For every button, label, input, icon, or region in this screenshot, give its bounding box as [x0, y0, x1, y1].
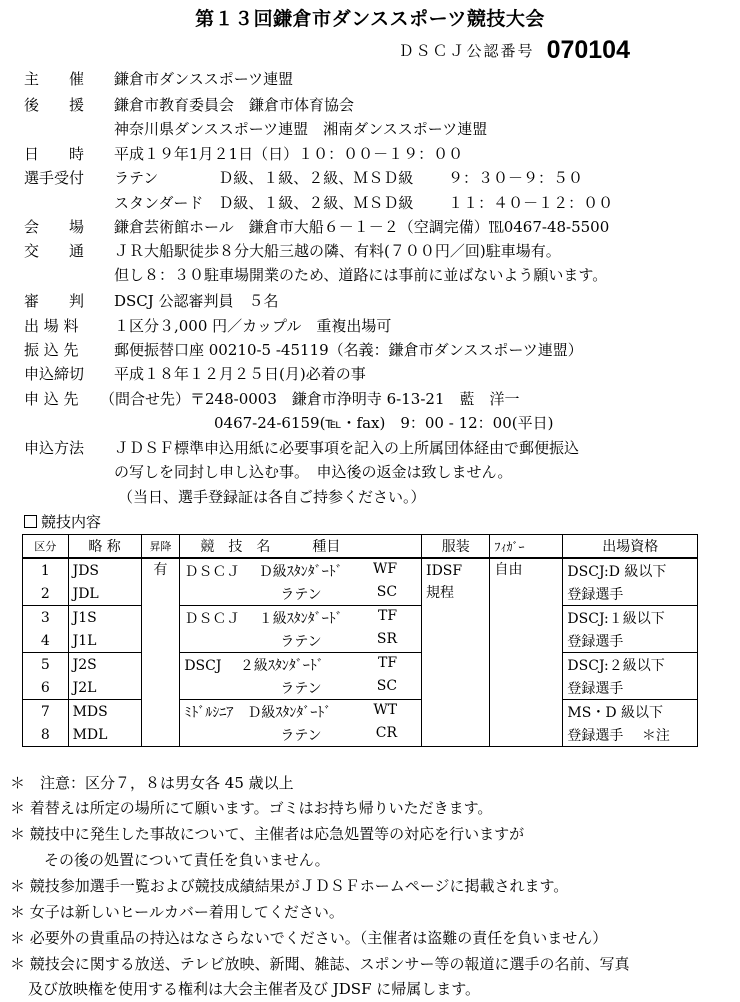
cell-shikaku: DSCJ:１級以下: [563, 606, 698, 630]
info-label: 出 場 料: [24, 317, 79, 335]
info-contact: [24, 388, 732, 409]
cell-name: [180, 676, 422, 700]
cell-name: [180, 606, 422, 630]
event-code: WT: [373, 701, 398, 718]
cell-kubun: 7: [23, 700, 69, 724]
event-name: DSCJ ２級ｽﾀﾝﾀﾞｰﾄﾞ: [184, 657, 324, 674]
cell-fuku: 規程: [422, 582, 490, 747]
info-label: 審 判: [24, 292, 85, 310]
cell-shikaku: MS・D 級以下: [563, 700, 698, 724]
cell-kubun: 5: [23, 653, 69, 677]
note-item: ＊ 女子は新しいヒールカバー着用してください。: [10, 903, 344, 921]
info-access: [24, 240, 732, 261]
event-name: ラテン: [280, 680, 322, 697]
info-datetime: [24, 143, 732, 164]
info-organizer: [24, 68, 732, 89]
info-value: スタンダード Ｄ級、１級、２級、ＭＳＤ級 １１：４０－１２：００: [114, 194, 614, 212]
table-row: [23, 653, 698, 677]
cell-kubun: 6: [23, 676, 69, 700]
cell-kubun: 2: [23, 582, 69, 606]
page-title: 第１３回鎌倉市ダンススポーツ競技大会: [195, 8, 545, 30]
event-code: TF: [377, 607, 398, 624]
cell-ryaku: JDL: [68, 582, 141, 606]
approval-number-value: 070104: [546, 36, 630, 64]
cell-shikaku: 登録選手: [563, 629, 698, 653]
info-value: ＪＤＳＦ標準申込用紙に必要事項を記入の上所属団体経由で郵便振込: [114, 439, 580, 457]
note-item: 及び放映権を使用する権利は大会主催者及び JDSF に帰属します。: [28, 980, 481, 998]
cell-shikaku: 登録選手: [563, 676, 698, 700]
cell-name: [180, 582, 422, 606]
note-item: ＊ 注意：区分７，８は男女各 45 歳以上: [10, 774, 294, 792]
info-value: 鎌倉芸術館ホール 鎌倉市大船６－１－２（空調完備）℡0467-48-5500: [114, 218, 610, 236]
cell-fuku: IDSF: [422, 558, 490, 582]
cell-name: [180, 629, 422, 653]
cell-name: [180, 653, 422, 677]
event-code: SR: [376, 630, 398, 647]
info-label: 申込方法: [24, 439, 85, 457]
section-title: [24, 511, 101, 532]
cell-ryaku: J2S: [68, 653, 141, 677]
info-support: [24, 94, 732, 115]
approval-label: ＤＳＣＪ公認番号: [398, 42, 535, 60]
header-fuku: 服装: [422, 535, 490, 559]
header-shikaku: 出場資格: [563, 535, 698, 559]
note-item: その後の処置について責任を負いません。: [44, 851, 330, 869]
cell-shikaku: DSCJ:D 級以下: [563, 558, 698, 582]
info-label: 交 通: [24, 242, 85, 260]
info-value: 平成１８年１２月２５日(月)必着の事: [114, 365, 366, 383]
event-name: ラテン: [280, 586, 322, 603]
event-code: WF: [372, 560, 398, 577]
info-label: 申 込 先: [24, 390, 79, 408]
info-label: 後 援: [24, 96, 85, 114]
info-label: 主 催: [24, 70, 85, 88]
table-row: [23, 582, 698, 606]
cell-kubun: 4: [23, 629, 69, 653]
cell-shikaku: DSCJ:２級以下: [563, 653, 698, 677]
cell-figure: 自由: [490, 558, 563, 747]
info-value: 郵便振替口座 00210-5 -45119（名義：鎌倉市ダンススポーツ連盟）: [114, 341, 583, 359]
info-value: の写しを同封し申し込む事。 申込後の返金は致しません。: [114, 463, 513, 481]
info-value: 平成１９年1月２1日（日）１０：００－１９：００: [114, 145, 464, 163]
event-name: ﾐﾄﾞﾙｼﾆｱ Ｄ級ｽﾀﾝﾀﾞｰﾄﾞ: [184, 704, 332, 721]
cell-ryaku: J1L: [68, 629, 141, 653]
header-figure: ﾌｨｶﾞｰ: [490, 535, 563, 559]
table-row: [23, 700, 698, 724]
note-item: ＊ 競技会に関する放送、テレビ放映、新聞、雑誌、スポンサー等の報道に選手の名前、写真: [10, 955, 630, 973]
info-value: ラテン Ｄ級、１級、２級、ＭＳＤ級 ９：３０－９：５０: [114, 169, 584, 187]
info-value: 神奈川県ダンススポーツ連盟 湘南ダンススポーツ連盟: [114, 120, 488, 138]
event-name: ＤＳＣＪ Ｄ級ｽﾀﾝﾀﾞｰﾄﾞ: [184, 563, 343, 580]
info-deadline: [24, 363, 732, 384]
cell-shikaku: 登録選手: [563, 582, 698, 606]
info-value: 鎌倉市ダンススポーツ連盟: [114, 70, 294, 88]
cell-ryaku: J1S: [68, 606, 141, 630]
info-value: １区分３,000 円／カップル 重複出場可: [114, 317, 392, 335]
event-name: ラテン: [280, 727, 322, 744]
cell-ryaku: JDS: [68, 558, 141, 582]
checkbox-icon: [24, 515, 37, 528]
info-value: ＪＲ大船駅徒歩８分大船三越の隣、有料(７００円／回)駐車場有。: [114, 242, 561, 260]
table-row: [23, 676, 698, 700]
info-label: 申込締切: [24, 365, 85, 383]
info-value: 0467-24-6159(℡・fax) 9：00 - 12：00(平日): [214, 414, 554, 432]
event-code: SC: [376, 677, 398, 694]
info-value: （当日、選手登録証は各自ご持参ください。）: [118, 488, 426, 506]
info-judges: [24, 290, 732, 311]
header-kubun: 区分: [23, 535, 69, 559]
note-item: ＊ 着替えは所定の場所にて願います。ゴミはお持ち帰りいただきます。: [10, 799, 493, 817]
header-name: 競 技 名 種目: [180, 535, 422, 559]
info-value: 鎌倉市教育委員会 鎌倉市体育協会: [114, 96, 355, 114]
event-name: ラテン: [280, 633, 322, 650]
note-item: ＊ 競技参加選手一覧および競技成績結果がＪＤＳＦホームページに掲載されます。: [10, 877, 569, 895]
info-label: 会 場: [24, 218, 85, 236]
cell-name: [180, 558, 422, 582]
info-label: 日 時: [24, 145, 85, 163]
info-reception: [24, 167, 732, 188]
table-row: [23, 558, 698, 582]
cell-name: [180, 700, 422, 724]
table-row: [23, 723, 698, 747]
header-shokaku: 昇降: [141, 535, 180, 559]
header-ryaku: 略 称: [68, 535, 141, 559]
cell-kubun: 3: [23, 606, 69, 630]
event-code: TF: [377, 654, 398, 671]
cell-ryaku: MDS: [68, 700, 141, 724]
note-item: ＊ 競技中に発生した事故について、主催者は応急処置等の対応を行いますが: [10, 825, 525, 843]
info-value: 但し８：３０駐車場開業のため、道路には事前に並ばないよう願います。: [114, 266, 608, 284]
cell-kubun: 1: [23, 558, 69, 582]
info-label: 振 込 先: [24, 341, 79, 359]
info-value: （問合せ先）〒248-0003 鎌倉市浄明寺 6-13-21 藍 洋一: [100, 390, 520, 408]
event-code: CR: [375, 724, 398, 741]
event-name: ＤＳＣＪ １級ｽﾀﾝﾀﾞｰﾄﾞ: [184, 610, 343, 627]
info-value: DSCJ 公認審判員 ５名: [114, 292, 279, 310]
cell-ryaku: J2L: [68, 676, 141, 700]
cell-kubun: 8: [23, 723, 69, 747]
info-method: [24, 437, 732, 458]
cell-shikaku: 登録選手 ＊注: [563, 723, 698, 747]
note-item: ＊ 必要外の貴重品の持込はなさらないでください。（主催者は盗難の責任を負いません）: [10, 929, 608, 947]
event-code: SC: [376, 583, 398, 600]
info-fee: [24, 315, 732, 336]
info-venue: [24, 216, 732, 237]
table-row: [23, 606, 698, 630]
info-label: 選手受付: [24, 169, 85, 187]
approval-number: [399, 36, 630, 65]
table-header-row: [23, 535, 698, 559]
competition-table: [22, 534, 698, 747]
cell-name: [180, 723, 422, 747]
cell-ryaku: MDL: [68, 723, 141, 747]
section-title-text: 競技内容: [41, 513, 102, 531]
table-row: [23, 629, 698, 653]
cell-shokaku: 有: [141, 558, 180, 747]
info-transfer: [24, 339, 732, 360]
